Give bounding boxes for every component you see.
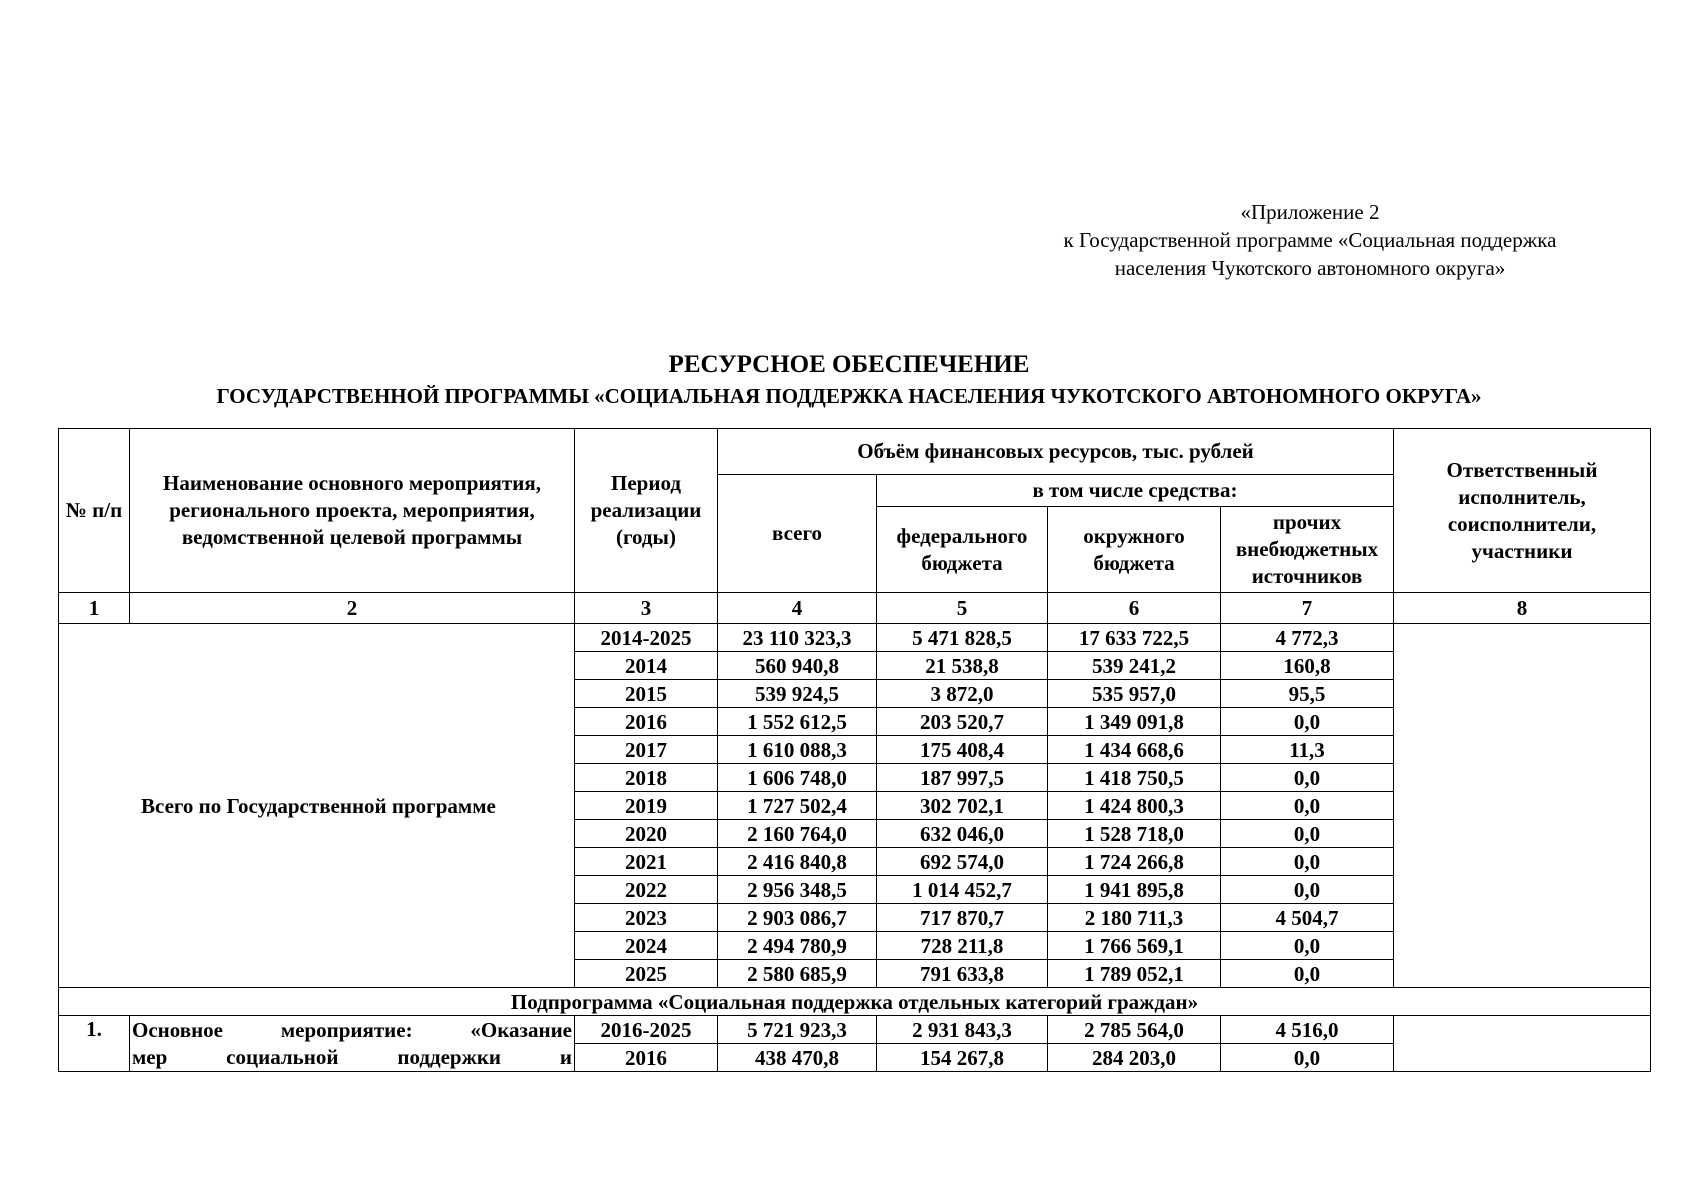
cell-total: 539 924,5: [718, 680, 877, 708]
cell-period: 2019: [575, 792, 718, 820]
cell-other: 0,0: [1221, 960, 1394, 988]
cell-period: 2014: [575, 652, 718, 680]
cell-federal: 302 702,1: [877, 792, 1048, 820]
header-including: в том числе средства:: [877, 475, 1394, 507]
appendix-line-3: населения Чукотского автономного округа»: [1114, 256, 1506, 280]
appendix-line-2: к Государственной программе «Социальная поддержка: [1063, 228, 1557, 252]
cell-other: 0,0: [1221, 1044, 1394, 1072]
cell-district: 17 633 722,5: [1048, 624, 1221, 652]
cell-other: 4 772,3: [1221, 624, 1394, 652]
cell-federal: 21 538,8: [877, 652, 1048, 680]
header-num: № п/п: [59, 429, 130, 593]
cell-other: 0,0: [1221, 764, 1394, 792]
appendix-line-1: «Приложение 2: [1240, 200, 1380, 224]
cell-total: 2 160 764,0: [718, 820, 877, 848]
cell-other: 0,0: [1221, 876, 1394, 904]
cell-other: 4 504,7: [1221, 904, 1394, 932]
cell-federal: 203 520,7: [877, 708, 1048, 736]
cell-federal: 1 014 452,7: [877, 876, 1048, 904]
cell-district: 1 349 091,8: [1048, 708, 1221, 736]
header-period: Период реализации (годы): [575, 429, 718, 593]
cell-district: 1 424 800,3: [1048, 792, 1221, 820]
cell-district: 1 789 052,1: [1048, 960, 1221, 988]
responsible-cell: [1394, 1016, 1651, 1072]
header-other: прочих внебюджетных источников: [1221, 507, 1394, 593]
column-number: 1: [59, 593, 130, 624]
document-subtitle: ГОСУДАРСТВЕННОЙ ПРОГРАММЫ «СОЦИАЛЬНАЯ ПОДДЕРЖКА НАСЕЛЕНИЯ ЧУКОТСКОГО АВТОНОМНОГО ОКРУГА»: [216, 384, 1482, 408]
cell-period: 2021: [575, 848, 718, 876]
column-numbers-row: [59, 593, 1651, 624]
cell-period: 2015: [575, 680, 718, 708]
header-volume: Объём финансовых ресурсов, тыс. рублей: [718, 429, 1394, 475]
cell-period: 2018: [575, 764, 718, 792]
item-number: 1.: [59, 1016, 130, 1072]
cell-total: 2 580 685,9: [718, 960, 877, 988]
cell-total: 1 606 748,0: [718, 764, 877, 792]
header-total: всего: [718, 475, 877, 593]
cell-period: 2024: [575, 932, 718, 960]
cell-period: 2020: [575, 820, 718, 848]
cell-period: 2025: [575, 960, 718, 988]
cell-period: 2016: [575, 1044, 718, 1072]
cell-district: 2 180 711,3: [1048, 904, 1221, 932]
column-number: 7: [1221, 593, 1394, 624]
cell-federal: 717 870,7: [877, 904, 1048, 932]
cell-period: 2022: [575, 876, 718, 904]
cell-district: 1 434 668,6: [1048, 736, 1221, 764]
cell-other: 0,0: [1221, 820, 1394, 848]
item-name-line-2: мер социальной поддержки и: [130, 1044, 575, 1072]
cell-federal: 187 997,5: [877, 764, 1048, 792]
subprogram-row: [59, 988, 1651, 1016]
item-name-line-1: Основное мероприятие: «Оказание: [130, 1016, 575, 1044]
header-district: окружного бюджета: [1048, 507, 1221, 593]
table-row: [59, 624, 1651, 652]
cell-other: 95,5: [1221, 680, 1394, 708]
column-number: 6: [1048, 593, 1221, 624]
column-number: 4: [718, 593, 877, 624]
cell-federal: 3 872,0: [877, 680, 1048, 708]
header-responsible: Ответственный исполнитель, соисполнители, участники: [1394, 429, 1651, 593]
cell-federal: 175 408,4: [877, 736, 1048, 764]
cell-district: 1 528 718,0: [1048, 820, 1221, 848]
column-number: 3: [575, 593, 718, 624]
program-total-label: Всего по Государственной программе: [59, 624, 575, 988]
cell-total: 438 470,8: [718, 1044, 877, 1072]
cell-total: 2 903 086,7: [718, 904, 877, 932]
cell-period: 2016-2025: [575, 1016, 718, 1044]
cell-district: 2 785 564,0: [1048, 1016, 1221, 1044]
header-name: Наименование основного мероприятия, регионального проекта, мероприятия, ведомственной целевой программы: [130, 429, 575, 593]
cell-district: 1 724 266,8: [1048, 848, 1221, 876]
cell-period: 2017: [575, 736, 718, 764]
cell-total: 2 956 348,5: [718, 876, 877, 904]
resource-table: [58, 428, 1651, 1072]
cell-total: 1 552 612,5: [718, 708, 877, 736]
column-number: 5: [877, 593, 1048, 624]
cell-other: 0,0: [1221, 932, 1394, 960]
cell-period: 2016: [575, 708, 718, 736]
cell-district: 284 203,0: [1048, 1044, 1221, 1072]
subprogram-title: Подпрограмма «Социальная поддержка отдельных категорий граждан»: [59, 988, 1651, 1016]
cell-district: 1 941 895,8: [1048, 876, 1221, 904]
cell-other: 0,0: [1221, 708, 1394, 736]
cell-federal: 632 046,0: [877, 820, 1048, 848]
cell-total: 1 610 088,3: [718, 736, 877, 764]
cell-total: 560 940,8: [718, 652, 877, 680]
cell-federal: 791 633,8: [877, 960, 1048, 988]
cell-other: 11,3: [1221, 736, 1394, 764]
cell-total: 2 494 780,9: [718, 932, 877, 960]
cell-district: 1 766 569,1: [1048, 932, 1221, 960]
cell-period: 2014-2025: [575, 624, 718, 652]
responsible-cell: [1394, 624, 1651, 988]
column-number: 8: [1394, 593, 1651, 624]
cell-other: 0,0: [1221, 792, 1394, 820]
cell-federal: 154 267,8: [877, 1044, 1048, 1072]
cell-federal: 728 211,8: [877, 932, 1048, 960]
cell-total: 5 721 923,3: [718, 1016, 877, 1044]
column-number: 2: [130, 593, 575, 624]
cell-other: 160,8: [1221, 652, 1394, 680]
cell-other: 4 516,0: [1221, 1016, 1394, 1044]
cell-district: 539 241,2: [1048, 652, 1221, 680]
header-federal: федерального бюджета: [877, 507, 1048, 593]
cell-total: 1 727 502,4: [718, 792, 877, 820]
cell-district: 1 418 750,5: [1048, 764, 1221, 792]
table-row: [59, 1016, 1651, 1044]
cell-period: 2023: [575, 904, 718, 932]
document-title: РЕСУРСНОЕ ОБЕСПЕЧЕНИЕ: [668, 351, 1030, 378]
cell-district: 535 957,0: [1048, 680, 1221, 708]
cell-federal: 692 574,0: [877, 848, 1048, 876]
cell-other: 0,0: [1221, 848, 1394, 876]
cell-federal: 2 931 843,3: [877, 1016, 1048, 1044]
appendix-header: [1000, 198, 1620, 282]
cell-federal: 5 471 828,5: [877, 624, 1048, 652]
cell-total: 23 110 323,3: [718, 624, 877, 652]
cell-total: 2 416 840,8: [718, 848, 877, 876]
